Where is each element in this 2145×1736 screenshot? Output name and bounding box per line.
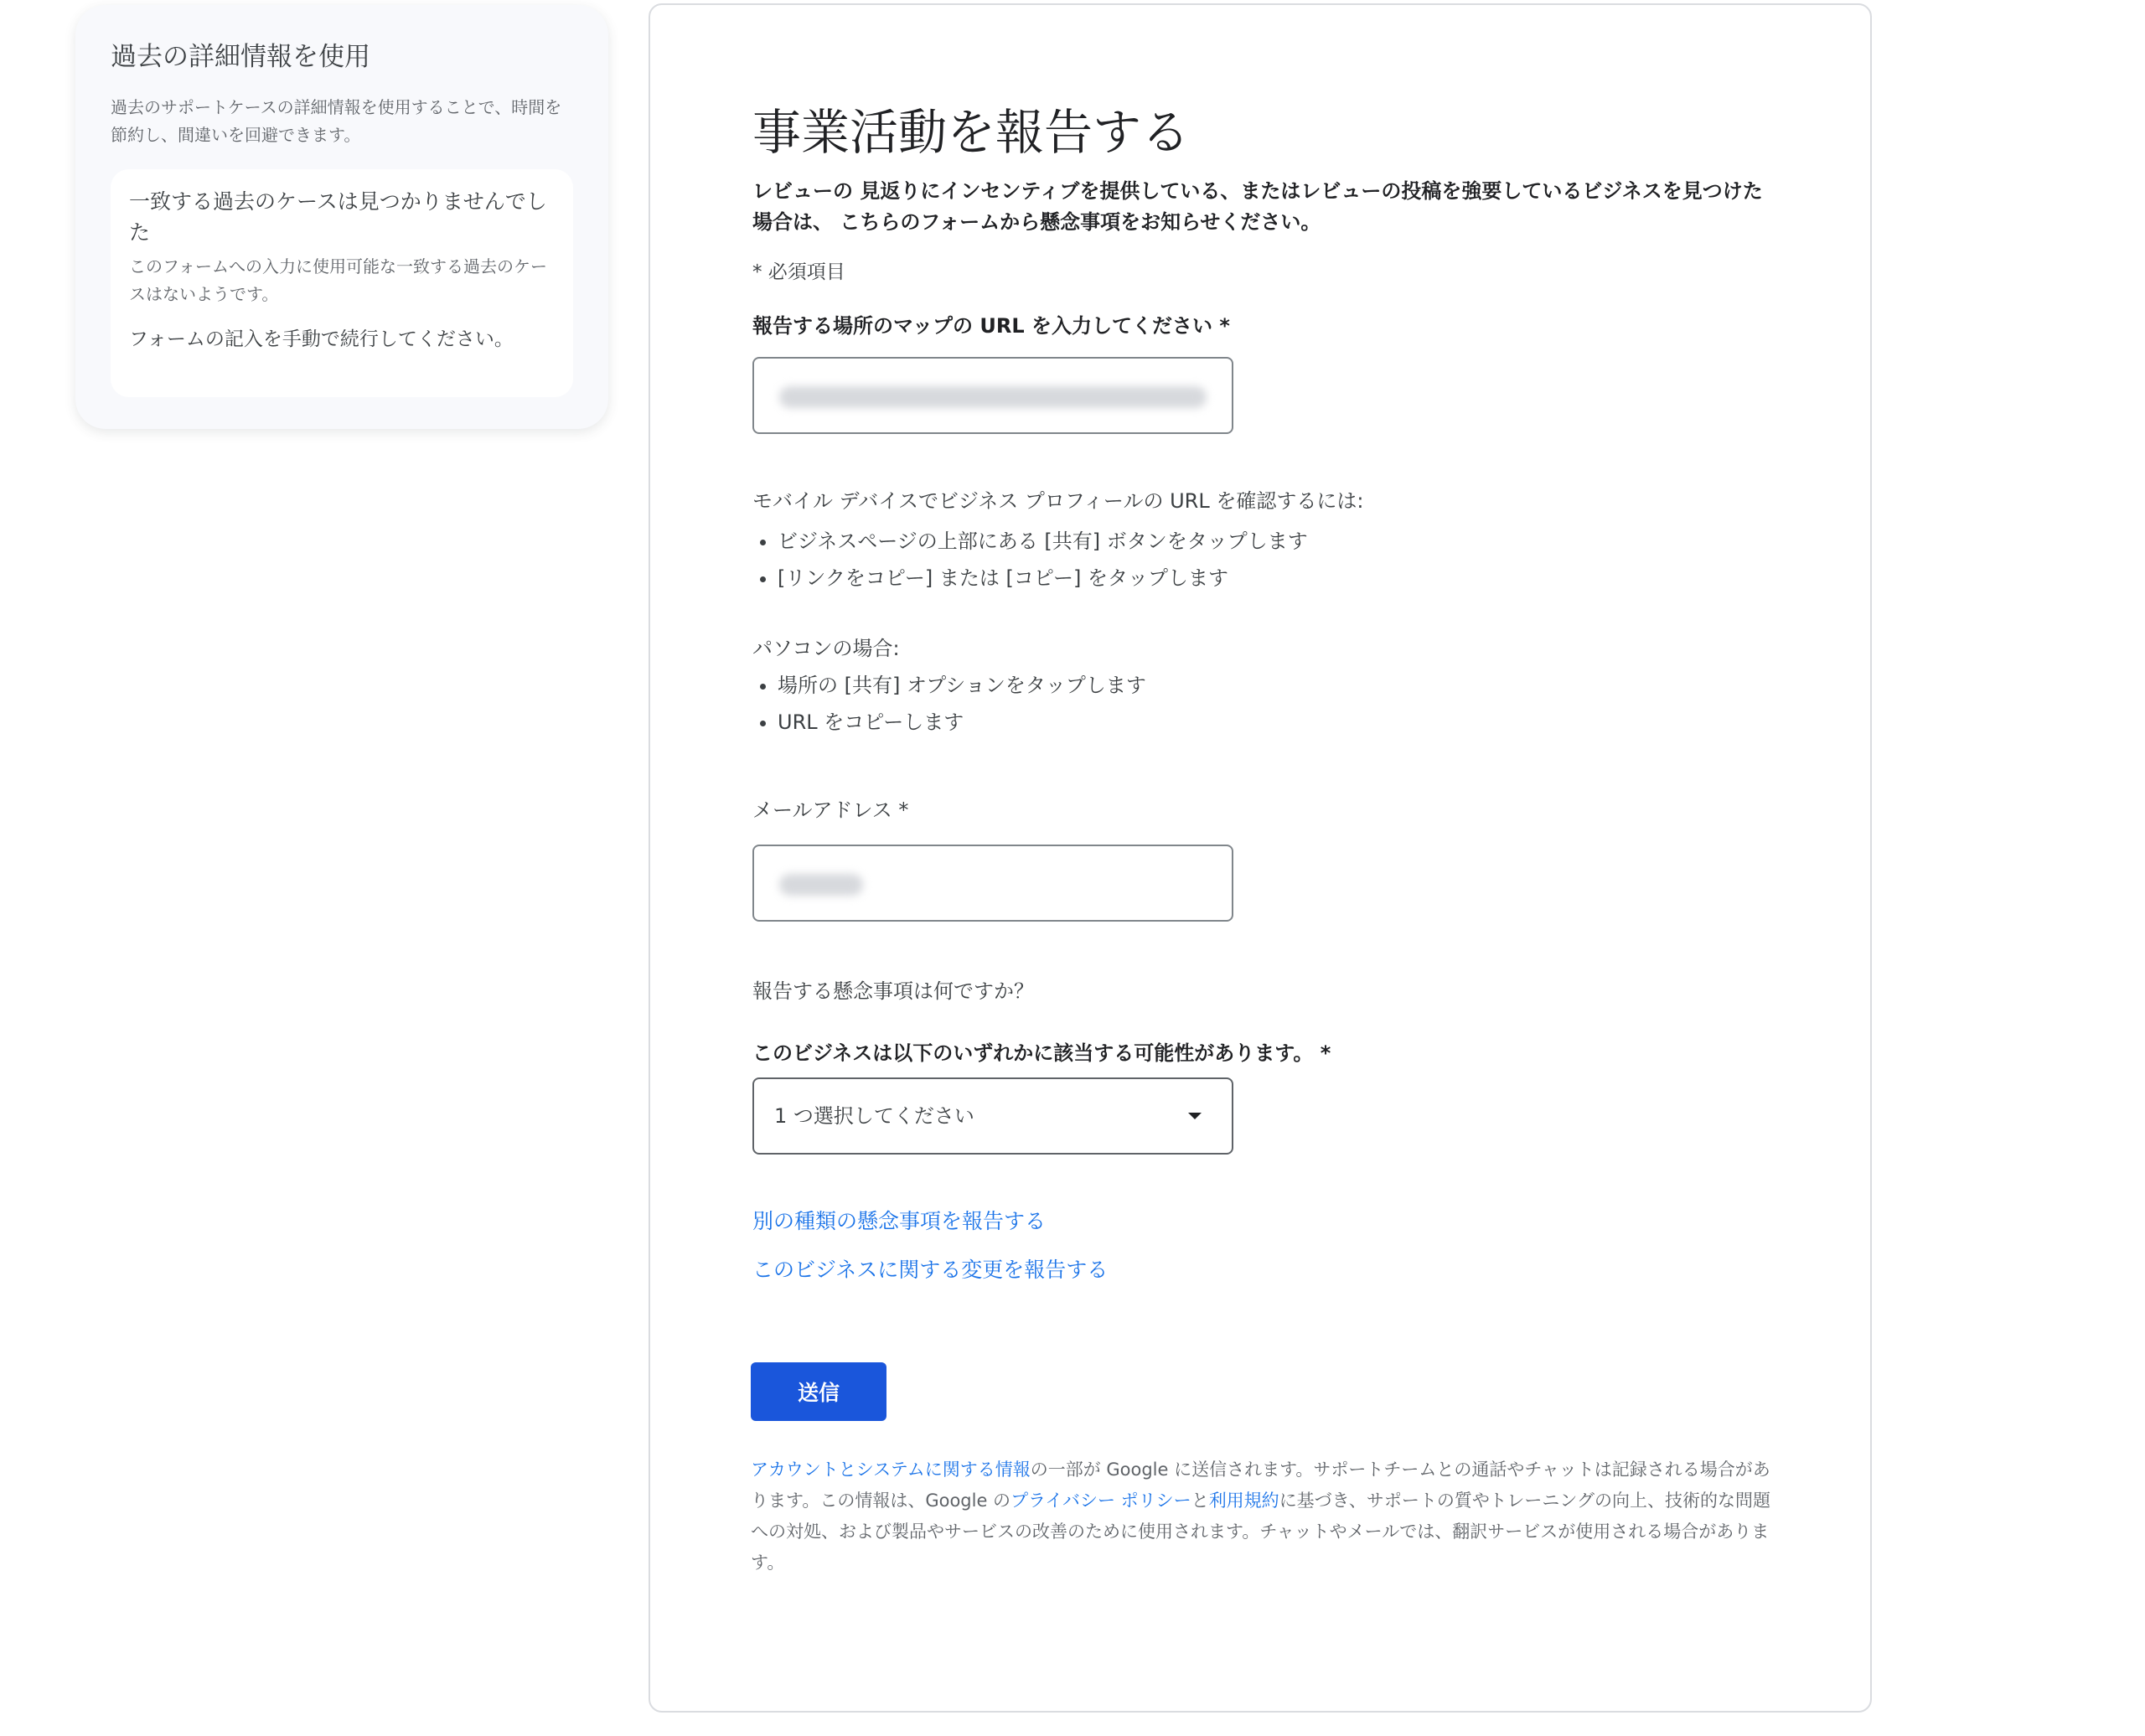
past-details-panel (75, 5, 608, 429)
footer-text-part: に基づき、サポートの質やトレーニングの向上、技術的な問題への対処、および製品やサービスの改善のために使用されます。チャットやメールでは、翻訳サービスが使用される場合があります。 (751, 1491, 1771, 1573)
report-form (752, 97, 1775, 1578)
email-field-label: メールアドレス * (752, 798, 909, 822)
list-item: • ビジネスページの上部にある [共有] ボタンをタップします (778, 523, 1775, 560)
concern-question: 報告する懸念事項は何ですか？ (752, 979, 1034, 1003)
manual-continue-note: フォームの記入を手動で続行してください。 (129, 328, 514, 350)
redacted-email-value (779, 874, 863, 896)
url-help (752, 483, 1775, 741)
url-field-label: 報告する場所のマップの URL を入力してください * (752, 314, 1230, 338)
concern-type-select[interactable] (752, 1077, 1233, 1155)
privacy-policy-link[interactable]: プライバシー ポリシー (1010, 1491, 1191, 1511)
required-note: * 必須項目 (752, 261, 845, 283)
account-system-info-link[interactable]: アカウントとシステムに関する情報 (751, 1460, 1031, 1480)
email-input[interactable] (752, 845, 1233, 922)
terms-of-service-link[interactable]: 利用規約 (1208, 1491, 1279, 1511)
form-description: レビューの 見返りにインセンティブを提供している、またはレビューの投稿を強要しているビジネスを見つけた場合は、 こちらのフォームから懸念事項をお知らせください。 (752, 179, 1763, 234)
concern-select-value: 1 つ選択してください (774, 1104, 974, 1128)
footer-text-part: と (1191, 1491, 1209, 1511)
list-item: • 場所の [共有] オプションをタップします (778, 667, 1775, 704)
footer-text-part: の一部が Google に送信されます。サポートチームとの通話やチャットは記録される場合があります。この情報は、Google の (751, 1460, 1770, 1511)
pc-help-heading: パソコンの場合: (752, 637, 900, 660)
past-details-title: 過去の詳細情報を使用 (111, 42, 370, 72)
maps-url-input[interactable] (752, 357, 1233, 434)
page-title: 事業活動を報告する (752, 104, 1191, 161)
mobile-help-steps (752, 523, 1775, 597)
privacy-footer (751, 1454, 1773, 1578)
redacted-url-value (779, 386, 1207, 408)
list-item: • URL をコピーします (778, 704, 1775, 741)
no-match-description: このフォームへの入力に使用可能な一致する過去のケースはないようです。 (129, 256, 547, 304)
past-details-description: 過去のサポートケースの詳細情報を使用することで、時間を節約し、間違いを回避できます。 (111, 97, 562, 145)
business-change-link[interactable]: このビジネスに関する変更を報告する (752, 1258, 1109, 1282)
dropdown-arrow-icon (1188, 1113, 1202, 1119)
no-match-card (111, 169, 573, 397)
other-concern-link[interactable]: 別の種類の懸念事項を報告する (752, 1209, 1047, 1233)
no-match-title: 一致する過去のケースは見つかりませんでした (129, 189, 547, 245)
report-form-card (649, 3, 1872, 1713)
report-links (752, 1206, 1775, 1285)
pc-help-steps (752, 667, 1775, 741)
mobile-help-heading: モバイル デバイスでビジネス プロフィールの URL を確認するには: (752, 489, 1364, 513)
submit-button[interactable]: 送信 (751, 1362, 886, 1421)
concern-select-label: このビジネスは以下のいずれかに該当する可能性があります。 * (752, 1041, 1331, 1065)
list-item: • [リンクをコピー] または [コピー] をタップします (778, 560, 1775, 597)
